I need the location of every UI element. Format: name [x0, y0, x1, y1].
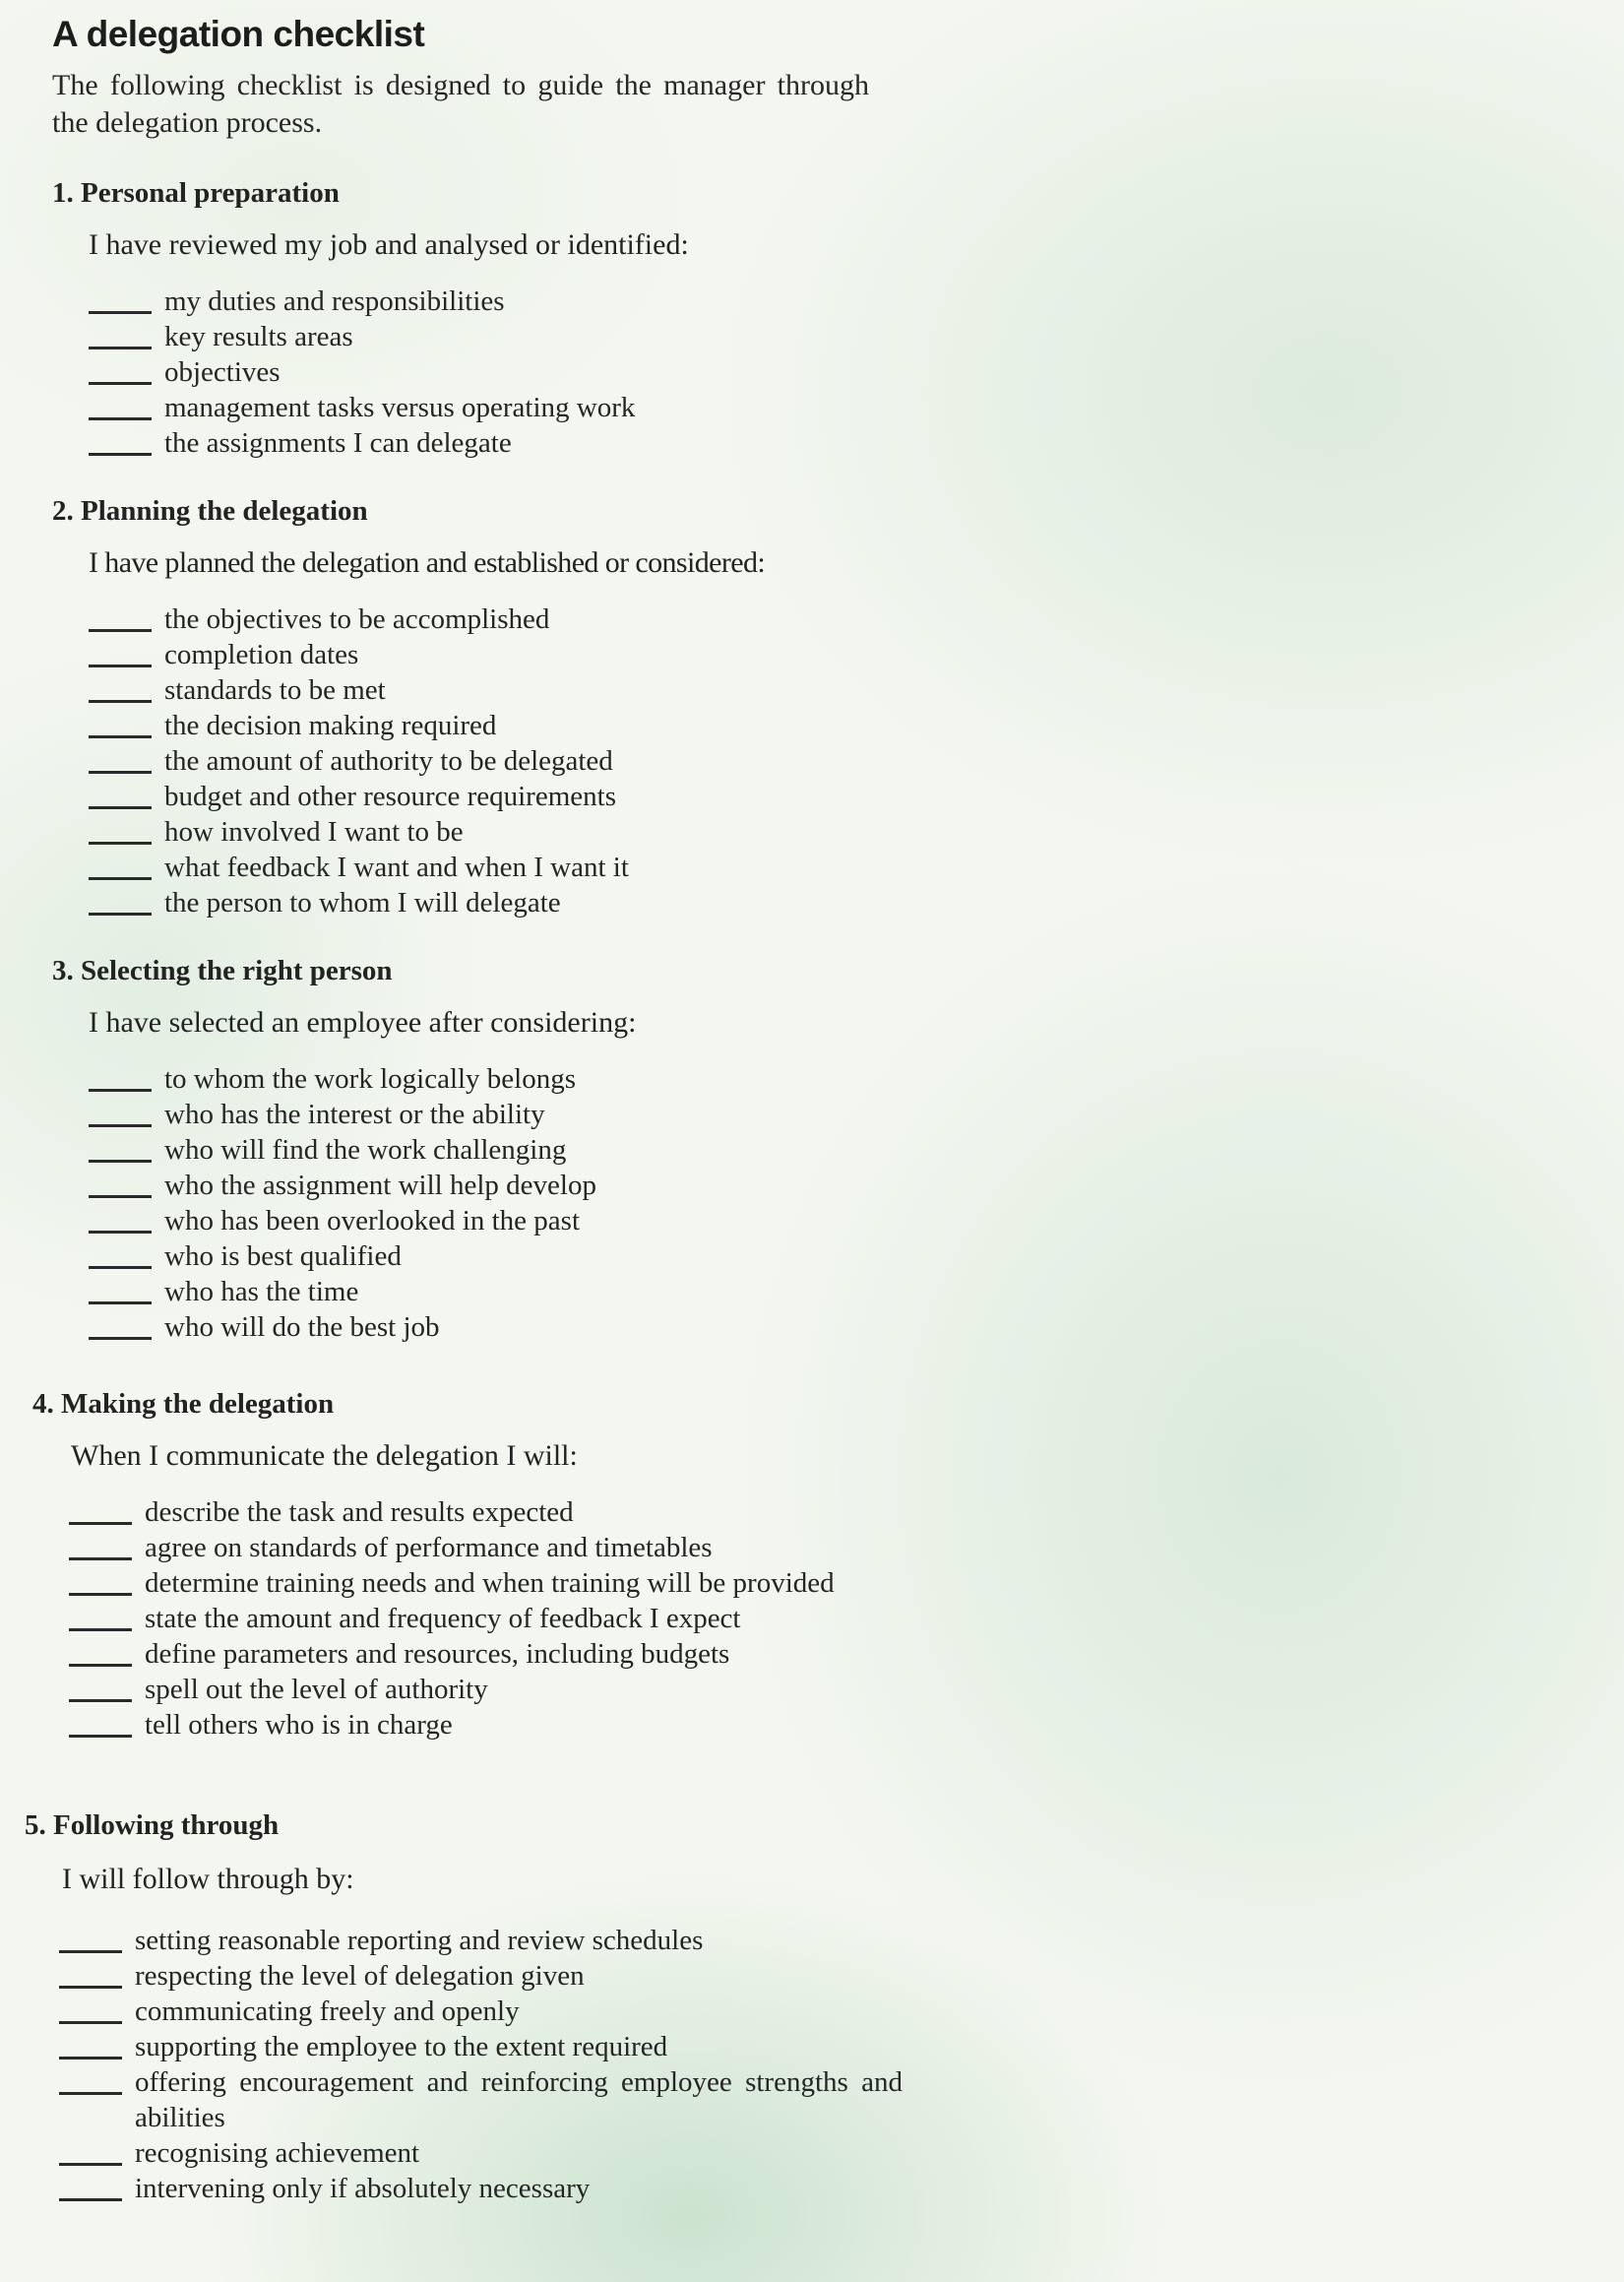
- blank-line[interactable]: [69, 1664, 132, 1667]
- checklist-item: standards to be met: [89, 672, 629, 708]
- blank-line[interactable]: [89, 417, 152, 420]
- checklist-item: budget and other resource requirements: [89, 779, 629, 814]
- checklist-item: setting reasonable reporting and review schedules: [59, 1923, 903, 1958]
- checklist-item: completion dates: [89, 637, 629, 672]
- blank-line[interactable]: [69, 1522, 132, 1525]
- blank-line[interactable]: [89, 1231, 152, 1234]
- blank-line[interactable]: [89, 665, 152, 667]
- blank-line[interactable]: [89, 1337, 152, 1340]
- blank-line[interactable]: [89, 382, 152, 385]
- checklist-item: define parameters and resources, including budgets: [69, 1636, 912, 1672]
- blank-line[interactable]: [69, 1735, 132, 1738]
- checklist-item: state the amount and frequency of feedback I expect: [69, 1601, 912, 1636]
- checklist-item: how involved I want to be: [89, 814, 629, 850]
- checklist-item: who has been overlooked in the past: [89, 1203, 596, 1238]
- blank-line[interactable]: [59, 2198, 122, 2201]
- checklist-item: spell out the level of authority: [69, 1672, 912, 1707]
- blank-line[interactable]: [59, 1986, 122, 1989]
- checklist-item: the amount of authority to be delegated: [89, 743, 629, 779]
- checklist-item: who is best qualified: [89, 1238, 596, 1274]
- section-lead: I have planned the delegation and established or considered:: [89, 546, 766, 579]
- checklist-item: what feedback I want and when I want it: [89, 850, 629, 885]
- blank-line[interactable]: [89, 629, 152, 632]
- section-lead: When I communicate the delegation I will:: [71, 1439, 578, 1472]
- checklist-item: agree on standards of performance and timetables: [69, 1530, 912, 1565]
- blank-line[interactable]: [89, 1089, 152, 1092]
- blank-line[interactable]: [59, 2163, 122, 2166]
- checklist-item: management tasks versus operating work: [89, 390, 635, 425]
- blank-line[interactable]: [89, 913, 152, 916]
- checklist-item: recognising achievement: [59, 2135, 903, 2171]
- blank-line[interactable]: [59, 2021, 122, 2024]
- checklist-item: respecting the level of delegation given: [59, 1958, 903, 1994]
- blank-line[interactable]: [89, 842, 152, 845]
- checklist-personal-preparation: [89, 284, 635, 461]
- section-lead: I have reviewed my job and analysed or identified:: [89, 228, 689, 261]
- checklist-item: the decision making required: [89, 708, 629, 743]
- checklist-item: who has the interest or the ability: [89, 1097, 596, 1132]
- blank-line[interactable]: [89, 453, 152, 456]
- blank-line[interactable]: [59, 2092, 122, 2095]
- blank-line[interactable]: [89, 347, 152, 349]
- checklist-item: the person to whom I will delegate: [89, 885, 629, 920]
- checklist-item: my duties and responsibilities: [89, 284, 635, 319]
- blank-line[interactable]: [89, 877, 152, 880]
- checklist-item: to whom the work logically belongs: [89, 1061, 596, 1097]
- checklist-item: communicating freely and openly: [59, 1994, 903, 2029]
- checklist-item: offering encouragement and reinforcing employee strengths and abilities: [59, 2064, 903, 2135]
- blank-line[interactable]: [69, 1699, 132, 1702]
- section-heading: 2. Planning the delegation: [52, 495, 368, 527]
- checklist-item: the assignments I can delegate: [89, 425, 635, 461]
- blank-line[interactable]: [59, 1950, 122, 1953]
- checklist-item: who has the time: [89, 1274, 596, 1309]
- section-heading: 1. Personal preparation: [52, 177, 340, 209]
- blank-line[interactable]: [89, 735, 152, 738]
- section-lead: I have selected an employee after considering:: [89, 1006, 637, 1039]
- checklist-following-through: [59, 1923, 903, 2206]
- section-heading: 4. Making the delegation: [32, 1388, 335, 1420]
- blank-line[interactable]: [89, 1160, 152, 1163]
- checklist-item: who the assignment will help develop: [89, 1168, 596, 1203]
- blank-line[interactable]: [89, 1195, 152, 1198]
- checklist-planning-the-delegation: [89, 602, 629, 920]
- blank-line[interactable]: [89, 771, 152, 774]
- checklist-selecting-the-right-person: [89, 1061, 596, 1345]
- blank-line[interactable]: [89, 700, 152, 703]
- checklist-item: key results areas: [89, 319, 635, 354]
- blank-line[interactable]: [69, 1628, 132, 1631]
- checklist-item: intervening only if absolutely necessary: [59, 2171, 903, 2206]
- checklist-item: determine training needs and when training will be provided: [69, 1565, 912, 1601]
- intro-paragraph: The following checklist is designed to guide the manager through the delegation process.: [52, 69, 869, 139]
- section-lead: I will follow through by:: [62, 1863, 354, 1895]
- checklist-item: who will find the work challenging: [89, 1132, 596, 1168]
- blank-line[interactable]: [69, 1593, 132, 1596]
- checklist-item: supporting the employee to the extent required: [59, 2029, 903, 2064]
- checklist-making-the-delegation: [69, 1494, 912, 1743]
- section-heading: 5. Following through: [25, 1809, 280, 1841]
- blank-line[interactable]: [89, 1124, 152, 1127]
- blank-line[interactable]: [69, 1557, 132, 1560]
- page-title: A delegation checklist: [52, 14, 425, 54]
- blank-line[interactable]: [89, 311, 152, 314]
- section-heading: 3. Selecting the right person: [52, 955, 393, 986]
- checklist-item: objectives: [89, 354, 635, 390]
- checklist-item: who will do the best job: [89, 1309, 596, 1345]
- checklist-item: tell others who is in charge: [69, 1707, 912, 1743]
- blank-line[interactable]: [89, 806, 152, 809]
- checklist-item: describe the task and results expected: [69, 1494, 912, 1530]
- blank-line[interactable]: [89, 1266, 152, 1269]
- blank-line[interactable]: [89, 1301, 152, 1304]
- checklist-item: the objectives to be accomplished: [89, 602, 629, 637]
- blank-line[interactable]: [59, 2057, 122, 2060]
